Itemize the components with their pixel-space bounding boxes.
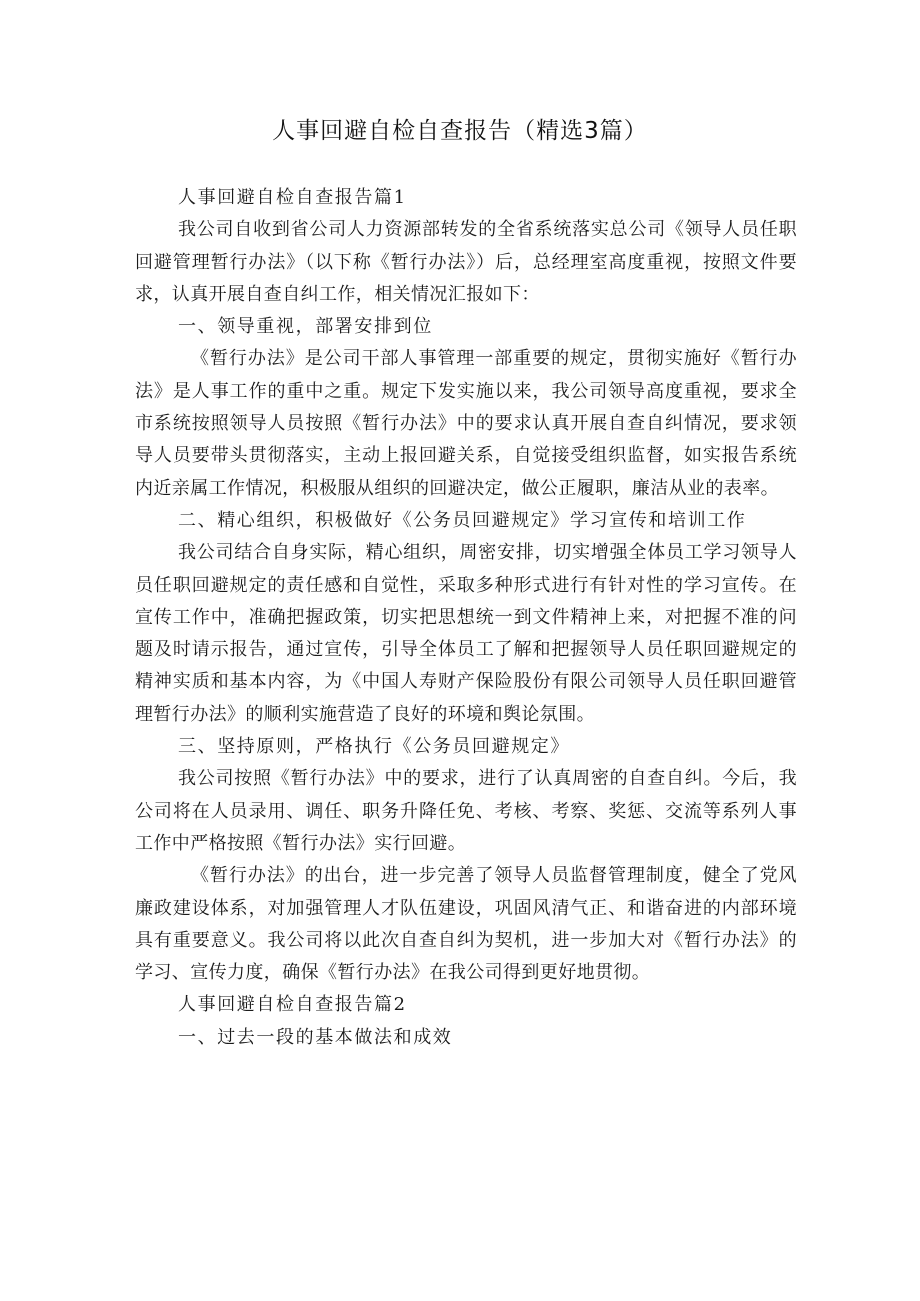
section-heading-part2: 人事回避自检自查报告篇2 — [178, 994, 407, 1016]
section-heading-3: 三、坚持原则，严格执行《公务员回避规定》 — [178, 736, 570, 758]
body-paragraph-4: 《暂行办法》的出台，进一步完善了领导人员监督管理制度，健全了党风廉政建设体系，对加强管理人才队伍建设，巩固风清气正、和谐奋进的内部环境具有重要意义。我公司将以此次自查自纠为契机，进一步加大对《暂行办法》的学习、宣传力度，确保《暂行办法》在我公司得到更好地贯彻。 — [135, 865, 797, 984]
body-paragraph-1: 《暂行办法》是公司干部人事管理一部重要的规定，贯彻实施好《暂行办法》是人事工作的重中之重。规定下发实施以来，我公司领导高度重视，要求全市系统按照领导人员按照《暂行办法》中的要求认真开展自查自纠情况，要求领导人员要带头贯彻落实，主动上报回避关系，自觉接受组织监督，如实报告系统内近亲属工作情况，积极服从组织的回避决定，做公正履职，廉洁从业的表率。 — [135, 348, 797, 499]
body-paragraph-2: 我公司结合自身实际，精心组织，周密安排，切实增强全体员工学习领导人员任职回避规定的责任感和自觉性，采取多种形式进行有针对性的学习宣传。在宣传工作中，准确把握政策，切实把思想统一到文件精神上来，对把握不准的问题及时请示报告，通过宣传，引导全体员工了解和把握领导人员任职回避规定的精神实质和基本内容，为《中国人寿财产保险股份有限公司领导人员任职回避管理暂行办法》的顺利实施营造了良好的环境和舆论氛围。 — [135, 542, 797, 725]
section-heading-part1: 人事回避自检自查报告篇1 — [178, 187, 407, 208]
section-heading-part2-1: 一、过去一段的基本做法和成效 — [178, 1026, 453, 1048]
document-title: 人事回避自检自查报告（精选3篇） — [272, 118, 648, 144]
intro-paragraph: 我公司自收到省公司人力资源部转发的全省系统落实总公司《领导人员任职回避管理暂行办法》（以下称《暂行办法》）后，总经理室高度重视，按照文件要求，认真开展自查自纠工作，相关情况汇报如下： — [135, 219, 797, 305]
body-paragraph-3: 我公司按照《暂行办法》中的要求，进行了认真周密的自查自纠。今后，我公司将在人员录用、调任、职务升降任免、考核、考察、奖惩、交流等系列人事工作中严格按照《暂行办法》实行回避。 — [135, 768, 797, 854]
section-heading-2: 二、精心组织，积极做好《公务员回避规定》学习宣传和培训工作 — [178, 509, 747, 531]
document-body — [135, 182, 797, 1054]
section-heading-1: 一、领导重视，部署安排到位 — [178, 316, 433, 338]
